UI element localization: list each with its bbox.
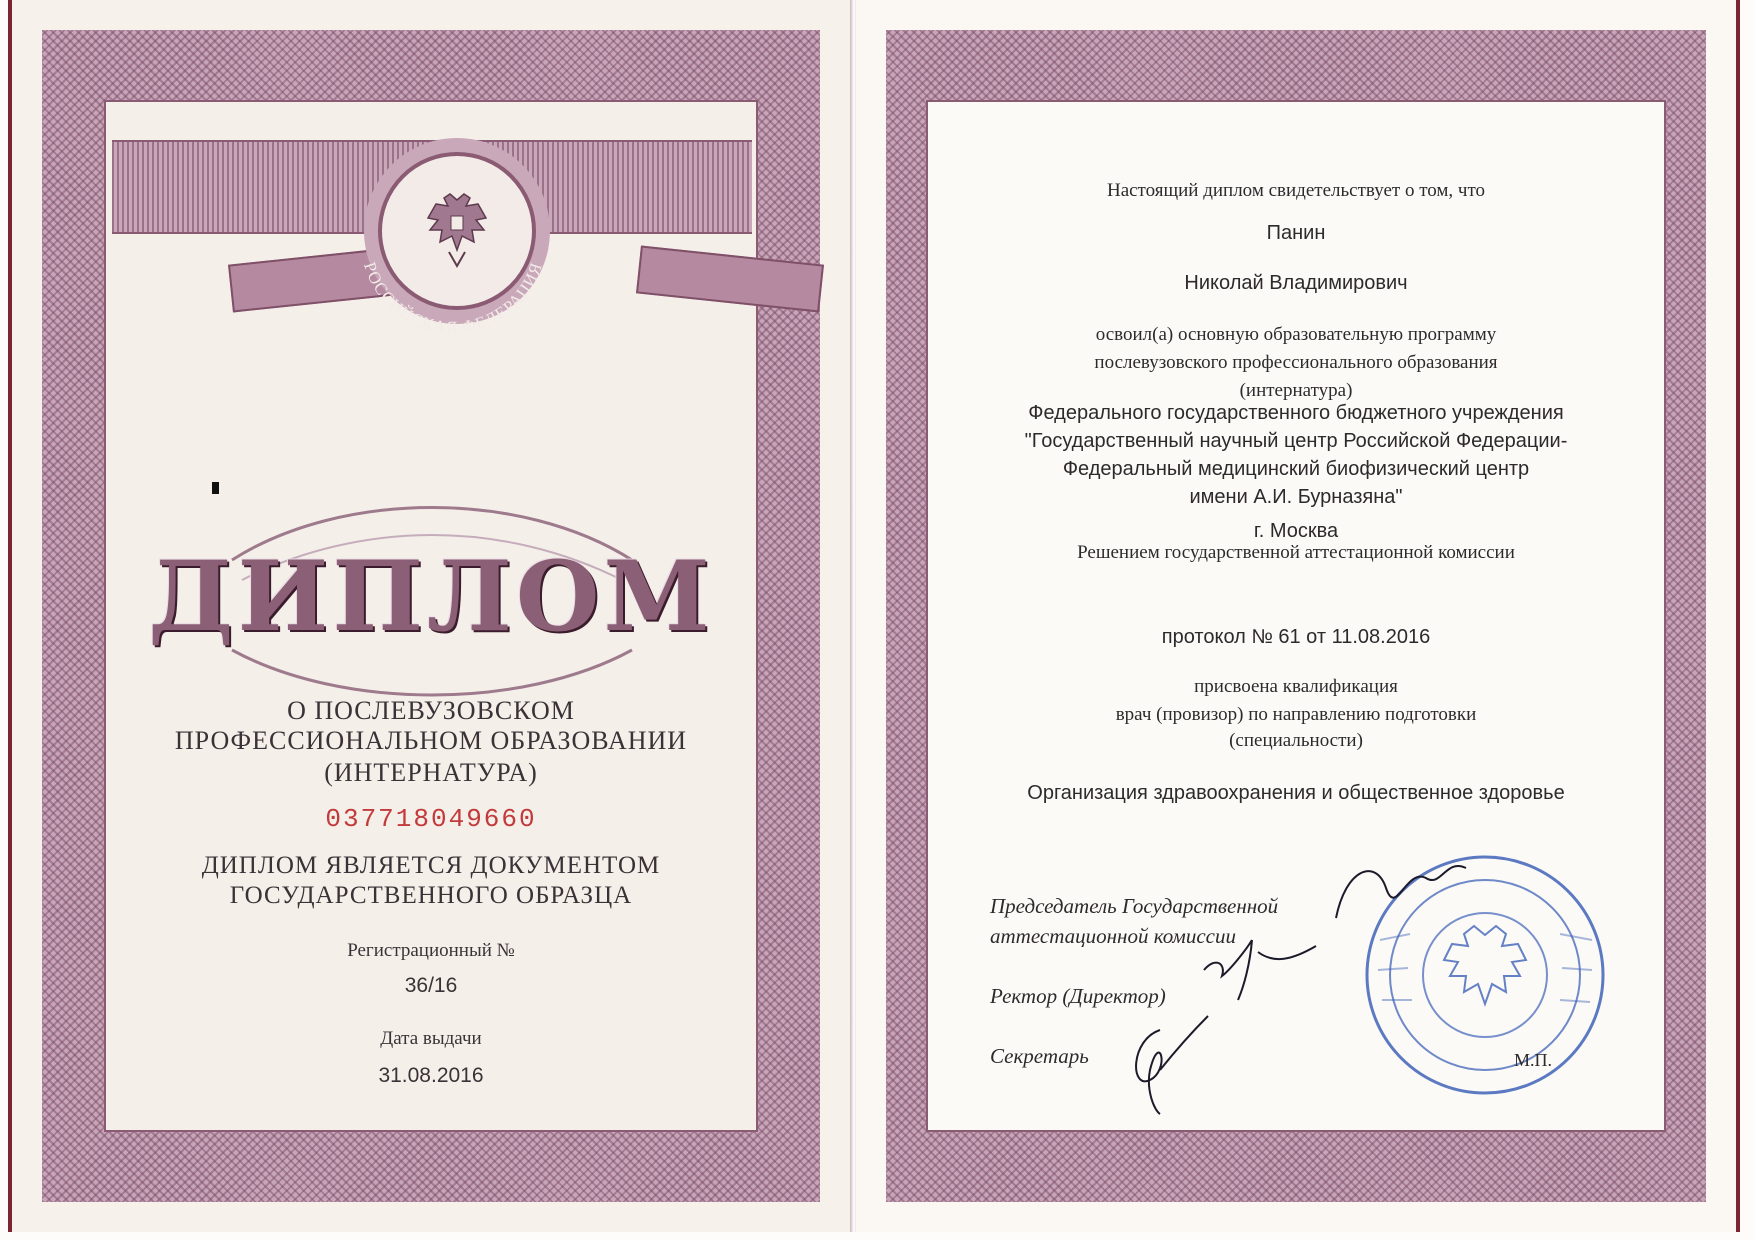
subtitle-line-2: ПРОФЕССИОНАЛЬНОМ ОБРАЗОВАНИИ (174, 726, 688, 755)
serial-number: 037718049660 (325, 804, 537, 834)
seal-mark: М.П. (1514, 1050, 1553, 1070)
diploma-title: ДИПЛОМ (148, 540, 714, 653)
rector-signature (1200, 930, 1320, 1010)
right-page (856, 0, 1736, 1232)
chair-title-line-2: аттестационной комиссии (990, 924, 1236, 948)
chair-signature (1326, 848, 1476, 928)
specialty: Организация здравоохранения и общественное здоровье (1027, 782, 1565, 804)
qualification-line-1: присвоена квалификация (1194, 676, 1398, 697)
holder-surname: Панин (1266, 222, 1326, 244)
secretary-signature (1120, 1010, 1220, 1120)
issue-date-label: Дата выдачи (380, 1028, 482, 1049)
registration-value: 36/16 (404, 974, 458, 997)
subtitle-line-1: О ПОСЛЕВУЗОВСКОМ (287, 696, 575, 725)
registration-label: Регистрационный № (347, 940, 515, 961)
institution-line-4: имени А.И. Бурназяна" (1189, 486, 1403, 508)
chair-title-line-1: Председатель Государственной (990, 894, 1279, 918)
emblem-text: РОССИЙСКАЯ ФЕДЕРАЦИЯ (360, 259, 546, 337)
program-line-2: послевузовского профессионального образования (1094, 352, 1498, 373)
rector-label: Ректор (Директор) (990, 984, 1166, 1008)
program-line-1: освоил(а) основную образовательную программу (1095, 324, 1497, 345)
qualification-line-2: врач (провизор) по направлению подготовки (1115, 704, 1477, 725)
scan-mark (212, 482, 219, 494)
institution-line-3: Федеральный медицинский биофизический центр (1062, 458, 1530, 480)
state-document-note-line-2: ГОСУДАРСТВЕННОГО ОБРАЗЦА (229, 882, 633, 909)
secretary-label: Секретарь (990, 1044, 1089, 1068)
institution-line-1: Федерального государственного бюджетного учреждения (1028, 402, 1564, 424)
institution-city: г. Москва (1253, 520, 1339, 542)
holder-given-names: Николай Владимирович (1184, 272, 1408, 294)
protocol-line: протокол № 61 от 11.08.2016 (1161, 626, 1431, 648)
qualification-line-3: (специальности) (1229, 730, 1363, 751)
commission-decision: Решением государственной аттестационной комиссии (1077, 542, 1515, 563)
emblem-arc-label (348, 240, 558, 360)
svg-text:РОССИЙСКАЯ ФЕДЕРАЦИЯ (360, 260, 546, 337)
subtitle-line-3: (ИНТЕРНАТУРА) (324, 758, 538, 787)
issue-date-value: 31.08.2016 (378, 1064, 484, 1087)
institution-line-2: "Государственный научный центр Российской Федерации- (1024, 430, 1568, 452)
state-document-note-line-1: ДИПЛОМ ЯВЛЯЕТСЯ ДОКУМЕНТОМ (201, 852, 661, 879)
intro-text: Настоящий диплом свидетельствует о том, что (1106, 180, 1486, 201)
program-line-3: (интернатура) (1239, 380, 1353, 401)
left-page (12, 0, 850, 1232)
